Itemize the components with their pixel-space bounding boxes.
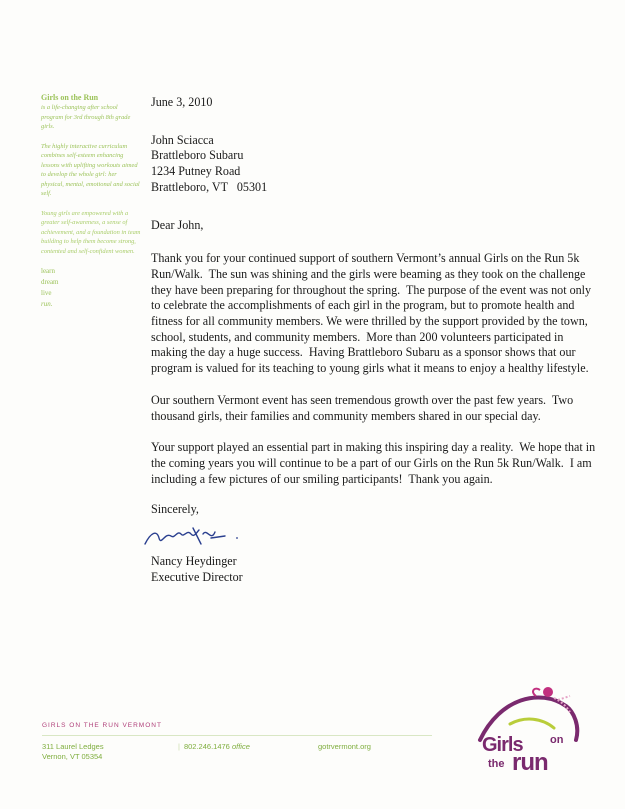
motto-word: learn: [41, 267, 55, 275]
logo-the: the: [488, 758, 505, 770]
closing: Sincerely,: [151, 502, 199, 517]
letter-date: June 3, 2010: [151, 95, 213, 109]
recipient-line: Brattleboro Subaru: [151, 148, 244, 163]
body-paragraph: Thank you for your continued support of southern Vermont’s annual Girls on the Run 5k Run/Walk. The sun was shining and the girls were beaming as they took on the challenge they have been preparing for throughout the spring. The purpose of the event was not only to celebrate the accomplishments of each girl in the program, but to promote health and fitness for all community members. We were thrilled by the support provided by the town, school, students, and community members. More than 200 volunteers participated in making the day a huge success. Having Brattleboro Subaru as a sponsor shows that our program is valued for its teaching to young girls what it means to enjoy a healthy lifestyle.: [151, 251, 595, 376]
footer-divider: [42, 735, 432, 736]
girls-on-the-run-logo: [470, 678, 590, 778]
signature-icon: [141, 524, 251, 552]
separator: |: [178, 742, 180, 751]
logo-girls: Girls: [482, 734, 523, 756]
sidebar: [41, 93, 141, 310]
phone-label: office: [231, 742, 250, 751]
footer-address-line: 311 Laurel Ledges: [42, 742, 104, 751]
recipient-line: 1234 Putney Road: [151, 164, 241, 179]
signature: [151, 524, 601, 552]
signer-name: Nancy Heydinger: [151, 554, 237, 569]
recipient-line: John Sciacca: [151, 132, 214, 147]
motto-word: dream: [41, 278, 59, 286]
footer-brand: GIRLS ON THE RUN VERMONT: [42, 722, 162, 729]
recipient-line: Brattleboro, VT 05301: [151, 179, 268, 194]
recipient-address: [151, 133, 601, 196]
sidebar-empowerment: Young girls are empowered with a greater self-awareness, a sense of achievement, and a foundation in team building to help them become strong, contented and self-confident women.: [41, 209, 141, 255]
body-paragraph: Our southern Vermont event has seen tremendous growth over the past few years. Two thousand girls, their families and community members shared in our special day.: [151, 392, 577, 423]
footer-phone: [178, 742, 250, 751]
letter-body: [151, 89, 601, 585]
sidebar-tagline: is a life-changing after school program for 3rd through 8th grade girls.: [41, 104, 131, 130]
body-paragraph: Your support played an essential part in making this inspiring day a reality. We hope that in the coming years you will continue to be a part of our Girls on the Run 5k Run/Walk. I am including a few pictures of our smiling participants! Thank you again.: [151, 440, 599, 486]
phone-number: 802.246.1476: [183, 742, 230, 751]
logo-on: on: [550, 734, 564, 746]
footer-website: gotrvermont.org: [318, 742, 371, 751]
motto-word: run.: [41, 300, 53, 308]
salutation: Dear John,: [151, 217, 204, 232]
sidebar-title: Girls on the Run: [41, 93, 99, 102]
sidebar-motto: [41, 266, 141, 310]
sidebar-curriculum: The highly interactive curriculum combines self-esteem enhancing lessons with uplifting workouts aimed to develop the whole girl: her physical, mental, emotional and social self.: [41, 142, 140, 197]
footer-address: [42, 742, 104, 762]
logo-run: run: [512, 749, 548, 776]
signer-title: Executive Director: [151, 569, 243, 584]
footer-address-line: Vernon, VT 05354: [42, 752, 103, 761]
motto-word: live: [41, 289, 52, 297]
